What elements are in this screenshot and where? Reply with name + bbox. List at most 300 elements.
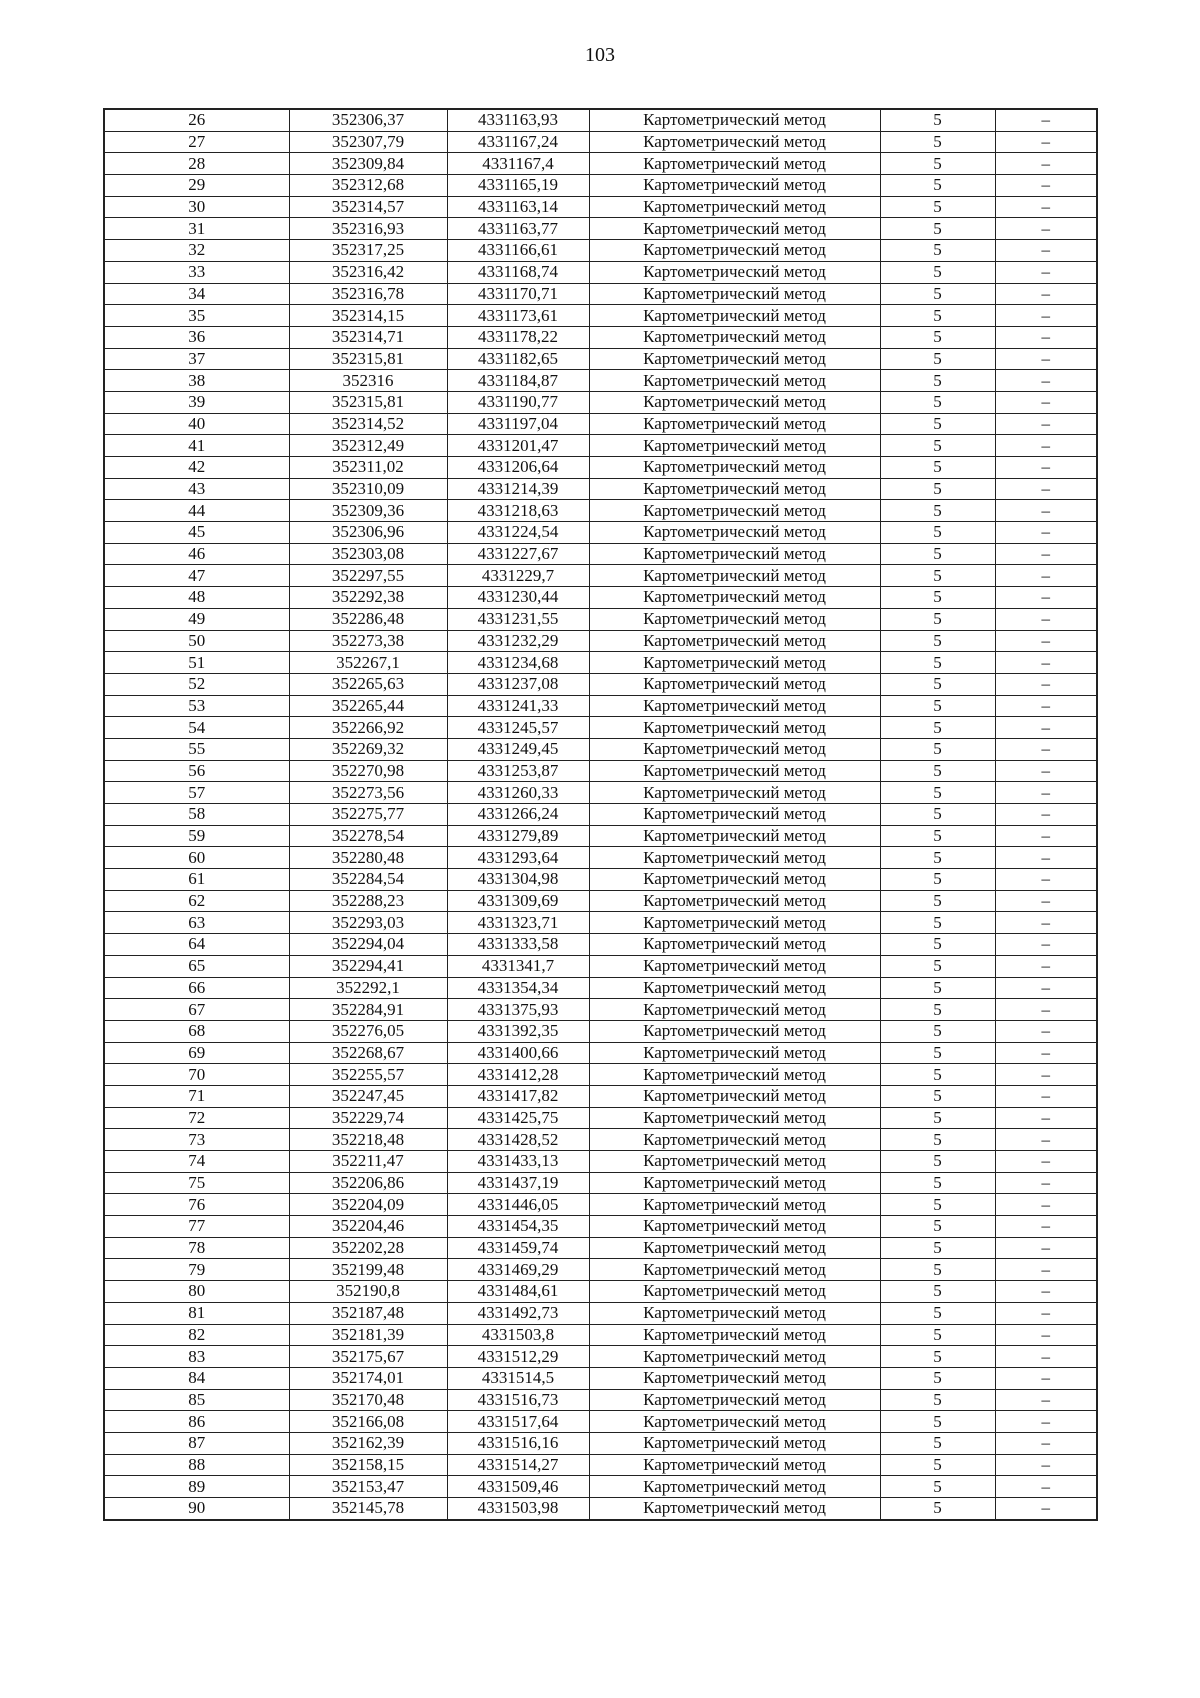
accuracy-cell: 5 [880, 175, 995, 197]
accuracy-cell: 5 [880, 196, 995, 218]
x-coordinate-cell: 352268,67 [289, 1042, 447, 1064]
point-number-cell: 72 [104, 1107, 289, 1129]
point-number-cell: 67 [104, 999, 289, 1021]
point-number-cell: 58 [104, 804, 289, 826]
accuracy-cell: 5 [880, 825, 995, 847]
method-cell: Картометрический метод [589, 1085, 880, 1107]
x-coordinate-cell: 352284,91 [289, 999, 447, 1021]
point-number-cell: 41 [104, 435, 289, 457]
point-number-cell: 48 [104, 587, 289, 609]
accuracy-cell: 5 [880, 1411, 995, 1433]
method-cell: Картометрический метод [589, 1367, 880, 1389]
note-cell: – [995, 370, 1097, 392]
method-cell: Картометрический метод [589, 652, 880, 674]
method-cell: Картометрический метод [589, 999, 880, 1021]
x-coordinate-cell: 352314,57 [289, 196, 447, 218]
note-cell: – [995, 391, 1097, 413]
note-cell: – [995, 955, 1097, 977]
method-cell: Картометрический метод [589, 1237, 880, 1259]
note-cell: – [995, 738, 1097, 760]
note-cell: – [995, 543, 1097, 565]
x-coordinate-cell: 352316,42 [289, 261, 447, 283]
y-coordinate-cell: 4331260,33 [447, 782, 589, 804]
y-coordinate-cell: 4331492,73 [447, 1302, 589, 1324]
table-row [104, 218, 1097, 240]
y-coordinate-cell: 4331249,45 [447, 738, 589, 760]
note-cell: – [995, 999, 1097, 1021]
accuracy-cell: 5 [880, 1389, 995, 1411]
y-coordinate-cell: 4331224,54 [447, 522, 589, 544]
table-row [104, 673, 1097, 695]
note-cell: – [995, 890, 1097, 912]
note-cell: – [995, 825, 1097, 847]
note-cell: – [995, 1324, 1097, 1346]
x-coordinate-cell: 352292,38 [289, 587, 447, 609]
table-row [104, 1042, 1097, 1064]
note-cell: – [995, 348, 1097, 370]
y-coordinate-cell: 4331516,73 [447, 1389, 589, 1411]
accuracy-cell: 5 [880, 348, 995, 370]
point-number-cell: 42 [104, 457, 289, 479]
y-coordinate-cell: 4331163,93 [447, 109, 589, 131]
note-cell: – [995, 1129, 1097, 1151]
method-cell: Картометрический метод [589, 1064, 880, 1086]
point-number-cell: 81 [104, 1302, 289, 1324]
table-row [104, 1172, 1097, 1194]
note-cell: – [995, 1389, 1097, 1411]
x-coordinate-cell: 352297,55 [289, 565, 447, 587]
x-coordinate-cell: 352278,54 [289, 825, 447, 847]
point-number-cell: 87 [104, 1432, 289, 1454]
method-cell: Картометрический метод [589, 370, 880, 392]
method-cell: Картометрический метод [589, 109, 880, 131]
y-coordinate-cell: 4331446,05 [447, 1194, 589, 1216]
point-number-cell: 46 [104, 543, 289, 565]
method-cell: Картометрический метод [589, 782, 880, 804]
y-coordinate-cell: 4331237,08 [447, 673, 589, 695]
x-coordinate-cell: 352293,03 [289, 912, 447, 934]
method-cell: Картометрический метод [589, 630, 880, 652]
y-coordinate-cell: 4331514,5 [447, 1367, 589, 1389]
note-cell: – [995, 565, 1097, 587]
y-coordinate-cell: 4331168,74 [447, 261, 589, 283]
accuracy-cell: 5 [880, 1454, 995, 1476]
y-coordinate-cell: 4331375,93 [447, 999, 589, 1021]
y-coordinate-cell: 4331173,61 [447, 305, 589, 327]
table-row [104, 630, 1097, 652]
y-coordinate-cell: 4331167,24 [447, 131, 589, 153]
accuracy-cell: 5 [880, 153, 995, 175]
note-cell: – [995, 109, 1097, 131]
table-row [104, 391, 1097, 413]
point-number-cell: 63 [104, 912, 289, 934]
point-number-cell: 89 [104, 1476, 289, 1498]
point-number-cell: 74 [104, 1151, 289, 1173]
method-cell: Картометрический метод [589, 435, 880, 457]
accuracy-cell: 5 [880, 1085, 995, 1107]
accuracy-cell: 5 [880, 413, 995, 435]
note-cell: – [995, 1454, 1097, 1476]
method-cell: Картометрический метод [589, 1346, 880, 1368]
table-row [104, 804, 1097, 826]
accuracy-cell: 5 [880, 1042, 995, 1064]
accuracy-cell: 5 [880, 652, 995, 674]
accuracy-cell: 5 [880, 1194, 995, 1216]
table-row [104, 1476, 1097, 1498]
accuracy-cell: 5 [880, 1064, 995, 1086]
accuracy-cell: 5 [880, 1432, 995, 1454]
note-cell: – [995, 1042, 1097, 1064]
method-cell: Картометрический метод [589, 1281, 880, 1303]
table-row [104, 1411, 1097, 1433]
point-number-cell: 69 [104, 1042, 289, 1064]
y-coordinate-cell: 4331400,66 [447, 1042, 589, 1064]
method-cell: Картометрический метод [589, 1302, 880, 1324]
y-coordinate-cell: 4331227,67 [447, 543, 589, 565]
accuracy-cell: 5 [880, 1107, 995, 1129]
accuracy-cell: 5 [880, 131, 995, 153]
x-coordinate-cell: 352275,77 [289, 804, 447, 826]
point-number-cell: 80 [104, 1281, 289, 1303]
table-row [104, 608, 1097, 630]
x-coordinate-cell: 352309,36 [289, 500, 447, 522]
method-cell: Картометрический метод [589, 348, 880, 370]
y-coordinate-cell: 4331163,14 [447, 196, 589, 218]
y-coordinate-cell: 4331197,04 [447, 413, 589, 435]
accuracy-cell: 5 [880, 977, 995, 999]
point-number-cell: 31 [104, 218, 289, 240]
table-row [104, 869, 1097, 891]
method-cell: Картометрический метод [589, 695, 880, 717]
note-cell: – [995, 717, 1097, 739]
x-coordinate-cell: 352288,23 [289, 890, 447, 912]
note-cell: – [995, 804, 1097, 826]
accuracy-cell: 5 [880, 673, 995, 695]
x-coordinate-cell: 352255,57 [289, 1064, 447, 1086]
coordinates-table-body [104, 109, 1097, 1520]
method-cell: Картометрический метод [589, 1498, 880, 1520]
accuracy-cell: 5 [880, 522, 995, 544]
table-row [104, 175, 1097, 197]
accuracy-cell: 5 [880, 1324, 995, 1346]
page-number: 103 [585, 44, 615, 66]
accuracy-cell: 5 [880, 587, 995, 609]
table-row [104, 1064, 1097, 1086]
y-coordinate-cell: 4331459,74 [447, 1237, 589, 1259]
method-cell: Картометрический метод [589, 1107, 880, 1129]
method-cell: Картометрический метод [589, 934, 880, 956]
table-row [104, 1367, 1097, 1389]
method-cell: Картометрический метод [589, 391, 880, 413]
note-cell: – [995, 1411, 1097, 1433]
method-cell: Картометрический метод [589, 1216, 880, 1238]
note-cell: – [995, 587, 1097, 609]
point-number-cell: 90 [104, 1498, 289, 1520]
point-number-cell: 34 [104, 283, 289, 305]
method-cell: Картометрический метод [589, 153, 880, 175]
accuracy-cell: 5 [880, 695, 995, 717]
accuracy-cell: 5 [880, 1302, 995, 1324]
y-coordinate-cell: 4331354,34 [447, 977, 589, 999]
accuracy-cell: 5 [880, 1259, 995, 1281]
note-cell: – [995, 1281, 1097, 1303]
y-coordinate-cell: 4331165,19 [447, 175, 589, 197]
method-cell: Картометрический метод [589, 196, 880, 218]
point-number-cell: 40 [104, 413, 289, 435]
point-number-cell: 32 [104, 240, 289, 262]
accuracy-cell: 5 [880, 608, 995, 630]
note-cell: – [995, 673, 1097, 695]
point-number-cell: 36 [104, 326, 289, 348]
x-coordinate-cell: 352175,67 [289, 1346, 447, 1368]
x-coordinate-cell: 352273,56 [289, 782, 447, 804]
y-coordinate-cell: 4331170,71 [447, 283, 589, 305]
method-cell: Картометрический метод [589, 673, 880, 695]
method-cell: Картометрический метод [589, 175, 880, 197]
table-row [104, 1085, 1097, 1107]
x-coordinate-cell: 352247,45 [289, 1085, 447, 1107]
x-coordinate-cell: 352314,15 [289, 305, 447, 327]
accuracy-cell: 5 [880, 1216, 995, 1238]
table-row [104, 131, 1097, 153]
note-cell: – [995, 977, 1097, 999]
accuracy-cell: 5 [880, 391, 995, 413]
method-cell: Картометрический метод [589, 543, 880, 565]
y-coordinate-cell: 4331166,61 [447, 240, 589, 262]
method-cell: Картометрический метод [589, 717, 880, 739]
y-coordinate-cell: 4331503,8 [447, 1324, 589, 1346]
method-cell: Картометрический метод [589, 587, 880, 609]
note-cell: – [995, 1259, 1097, 1281]
method-cell: Картометрический метод [589, 1454, 880, 1476]
point-number-cell: 82 [104, 1324, 289, 1346]
y-coordinate-cell: 4331412,28 [447, 1064, 589, 1086]
y-coordinate-cell: 4331241,33 [447, 695, 589, 717]
table-row [104, 1129, 1097, 1151]
method-cell: Картометрический метод [589, 1194, 880, 1216]
point-number-cell: 38 [104, 370, 289, 392]
note-cell: – [995, 478, 1097, 500]
y-coordinate-cell: 4331433,13 [447, 1151, 589, 1173]
method-cell: Картометрический метод [589, 522, 880, 544]
x-coordinate-cell: 352286,48 [289, 608, 447, 630]
accuracy-cell: 5 [880, 218, 995, 240]
method-cell: Картометрический метод [589, 1259, 880, 1281]
table-row [104, 1324, 1097, 1346]
method-cell: Картометрический метод [589, 218, 880, 240]
table-row [104, 695, 1097, 717]
method-cell: Картометрический метод [589, 283, 880, 305]
x-coordinate-cell: 352266,92 [289, 717, 447, 739]
table-row [104, 955, 1097, 977]
note-cell: – [995, 1216, 1097, 1238]
accuracy-cell: 5 [880, 912, 995, 934]
point-number-cell: 79 [104, 1259, 289, 1281]
x-coordinate-cell: 352199,48 [289, 1259, 447, 1281]
table-row [104, 283, 1097, 305]
x-coordinate-cell: 352145,78 [289, 1498, 447, 1520]
table-row [104, 261, 1097, 283]
x-coordinate-cell: 352269,32 [289, 738, 447, 760]
accuracy-cell: 5 [880, 738, 995, 760]
point-number-cell: 65 [104, 955, 289, 977]
accuracy-cell: 5 [880, 934, 995, 956]
accuracy-cell: 5 [880, 478, 995, 500]
method-cell: Картометрический метод [589, 1476, 880, 1498]
y-coordinate-cell: 4331428,52 [447, 1129, 589, 1151]
point-number-cell: 27 [104, 131, 289, 153]
note-cell: – [995, 522, 1097, 544]
x-coordinate-cell: 352206,86 [289, 1172, 447, 1194]
accuracy-cell: 5 [880, 630, 995, 652]
note-cell: – [995, 1151, 1097, 1173]
point-number-cell: 76 [104, 1194, 289, 1216]
accuracy-cell: 5 [880, 760, 995, 782]
point-number-cell: 28 [104, 153, 289, 175]
note-cell: – [995, 1107, 1097, 1129]
point-number-cell: 59 [104, 825, 289, 847]
note-cell: – [995, 1172, 1097, 1194]
accuracy-cell: 5 [880, 240, 995, 262]
y-coordinate-cell: 4331323,71 [447, 912, 589, 934]
y-coordinate-cell: 4331417,82 [447, 1085, 589, 1107]
table-row [104, 934, 1097, 956]
note-cell: – [995, 912, 1097, 934]
note-cell: – [995, 1085, 1097, 1107]
note-cell: – [995, 869, 1097, 891]
method-cell: Картометрический метод [589, 825, 880, 847]
method-cell: Картометрический метод [589, 1324, 880, 1346]
x-coordinate-cell: 352306,37 [289, 109, 447, 131]
method-cell: Картометрический метод [589, 457, 880, 479]
point-number-cell: 54 [104, 717, 289, 739]
note-cell: – [995, 131, 1097, 153]
y-coordinate-cell: 4331333,58 [447, 934, 589, 956]
note-cell: – [995, 760, 1097, 782]
x-coordinate-cell: 352303,08 [289, 543, 447, 565]
accuracy-cell: 5 [880, 1172, 995, 1194]
x-coordinate-cell: 352312,68 [289, 175, 447, 197]
point-number-cell: 77 [104, 1216, 289, 1238]
table-row [104, 1389, 1097, 1411]
point-number-cell: 73 [104, 1129, 289, 1151]
note-cell: – [995, 1367, 1097, 1389]
point-number-cell: 43 [104, 478, 289, 500]
table-row [104, 1432, 1097, 1454]
accuracy-cell: 5 [880, 1476, 995, 1498]
point-number-cell: 86 [104, 1411, 289, 1433]
point-number-cell: 53 [104, 695, 289, 717]
note-cell: – [995, 261, 1097, 283]
note-cell: – [995, 1302, 1097, 1324]
x-coordinate-cell: 352202,28 [289, 1237, 447, 1259]
point-number-cell: 26 [104, 109, 289, 131]
note-cell: – [995, 326, 1097, 348]
table-row [104, 1020, 1097, 1042]
note-cell: – [995, 1020, 1097, 1042]
note-cell: – [995, 1237, 1097, 1259]
y-coordinate-cell: 4331392,35 [447, 1020, 589, 1042]
accuracy-cell: 5 [880, 804, 995, 826]
x-coordinate-cell: 352294,04 [289, 934, 447, 956]
table-row [104, 240, 1097, 262]
y-coordinate-cell: 4331512,29 [447, 1346, 589, 1368]
point-number-cell: 85 [104, 1389, 289, 1411]
point-number-cell: 60 [104, 847, 289, 869]
table-row [104, 326, 1097, 348]
accuracy-cell: 5 [880, 1151, 995, 1173]
x-coordinate-cell: 352270,98 [289, 760, 447, 782]
y-coordinate-cell: 4331293,64 [447, 847, 589, 869]
y-coordinate-cell: 4331484,61 [447, 1281, 589, 1303]
table-row [104, 1151, 1097, 1173]
x-coordinate-cell: 352314,71 [289, 326, 447, 348]
table-row [104, 348, 1097, 370]
method-cell: Картометрический метод [589, 1020, 880, 1042]
note-cell: – [995, 1476, 1097, 1498]
point-number-cell: 47 [104, 565, 289, 587]
y-coordinate-cell: 4331167,4 [447, 153, 589, 175]
y-coordinate-cell: 4331514,27 [447, 1454, 589, 1476]
x-coordinate-cell: 352292,1 [289, 977, 447, 999]
point-number-cell: 83 [104, 1346, 289, 1368]
y-coordinate-cell: 4331266,24 [447, 804, 589, 826]
table-row [104, 782, 1097, 804]
table-row [104, 760, 1097, 782]
y-coordinate-cell: 4331245,57 [447, 717, 589, 739]
table-row [104, 652, 1097, 674]
y-coordinate-cell: 4331425,75 [447, 1107, 589, 1129]
point-number-cell: 45 [104, 522, 289, 544]
note-cell: – [995, 934, 1097, 956]
point-number-cell: 62 [104, 890, 289, 912]
method-cell: Картометрический метод [589, 738, 880, 760]
x-coordinate-cell: 352174,01 [289, 1367, 447, 1389]
y-coordinate-cell: 4331437,19 [447, 1172, 589, 1194]
method-cell: Картометрический метод [589, 804, 880, 826]
method-cell: Картометрический метод [589, 240, 880, 262]
point-number-cell: 29 [104, 175, 289, 197]
y-coordinate-cell: 4331218,63 [447, 500, 589, 522]
x-coordinate-cell: 352276,05 [289, 1020, 447, 1042]
note-cell: – [995, 283, 1097, 305]
table-row [104, 1216, 1097, 1238]
y-coordinate-cell: 4331178,22 [447, 326, 589, 348]
point-number-cell: 56 [104, 760, 289, 782]
point-number-cell: 44 [104, 500, 289, 522]
accuracy-cell: 5 [880, 326, 995, 348]
point-number-cell: 35 [104, 305, 289, 327]
note-cell: – [995, 1432, 1097, 1454]
note-cell: – [995, 175, 1097, 197]
table-row [104, 196, 1097, 218]
note-cell: – [995, 782, 1097, 804]
y-coordinate-cell: 4331516,16 [447, 1432, 589, 1454]
method-cell: Картометрический метод [589, 131, 880, 153]
x-coordinate-cell: 352265,63 [289, 673, 447, 695]
x-coordinate-cell: 352314,52 [289, 413, 447, 435]
method-cell: Картометрический метод [589, 1411, 880, 1433]
table-row [104, 457, 1097, 479]
note-cell: – [995, 1064, 1097, 1086]
method-cell: Картометрический метод [589, 955, 880, 977]
accuracy-cell: 5 [880, 847, 995, 869]
y-coordinate-cell: 4331309,69 [447, 890, 589, 912]
note-cell: – [995, 435, 1097, 457]
note-cell: – [995, 153, 1097, 175]
y-coordinate-cell: 4331230,44 [447, 587, 589, 609]
method-cell: Картометрический метод [589, 1432, 880, 1454]
